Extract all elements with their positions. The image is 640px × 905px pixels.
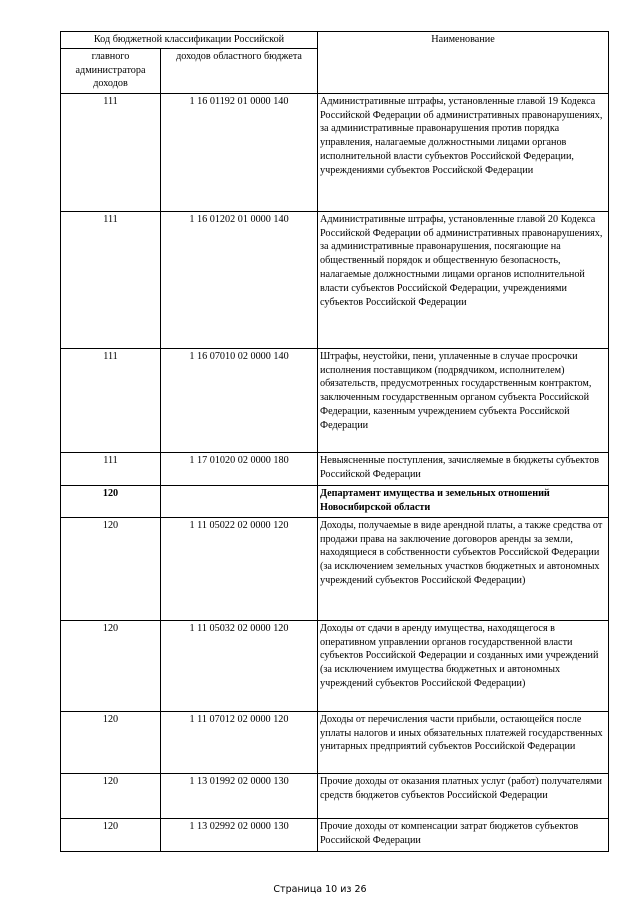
table-row (61, 93, 609, 211)
name-cell: Административные штрафы, установленные главой 19 Кодекса Российской Федерации об административных правонарушениях, за административные правонарушения против порядка управления, налагаемые должностными лицами органов исполнительной власти субъектов Российской Федерации, учреждениями субъектов Российской Федерации (318, 93, 609, 211)
table-row (61, 773, 609, 818)
admin-code-cell: 120 (61, 620, 161, 711)
name-cell: Штрафы, неустойки, пени, уплаченные в случае просрочки исполнения поставщиком (подрядчиком, исполнителем) обязательств, предусмотренных государственным контрактом, заключенным государственным органом субъекта Российской Федерации, казенным учреждением субъекта Российской Федерации (318, 348, 609, 452)
income-code-cell: 1 11 05032 02 0000 120 (161, 620, 318, 711)
table-row (61, 818, 609, 851)
admin-code-cell: 111 (61, 211, 161, 348)
income-code-cell: 1 16 07010 02 0000 140 (161, 348, 318, 452)
admin-code-cell: 120 (61, 485, 161, 517)
header-income-code: доходов областного бюджета (161, 48, 318, 93)
table-row (61, 711, 609, 773)
income-code-cell: 1 16 01202 01 0000 140 (161, 211, 318, 348)
income-code-cell: 1 17 01020 02 0000 180 (161, 452, 318, 485)
section-title-cell: Департамент имущества и земельных отношений Новосибирской области (318, 485, 609, 517)
name-cell: Доходы, получаемые в виде арендной платы, а также средства от продажи права на заключение договоров аренды за земли, находящиеся в собственности субъектов Российской Федерации (за исключением земельных участков бюджетных и автономных учреждений субъектов Российской Федерации) (318, 517, 609, 620)
name-cell: Прочие доходы от оказания платных услуг (работ) получателями средств бюджетов субъектов Российской Федерации (318, 773, 609, 818)
admin-code-cell: 111 (61, 93, 161, 211)
header-name: Наименование (318, 32, 609, 94)
name-cell: Доходы от сдачи в аренду имущества, находящегося в оперативном управлении органов государственной власти субъектов Российской Федерации и созданных ими учреждений (за исключением имущества бюджетных и автономных учреждений субъектов Российской Федерации) (318, 620, 609, 711)
income-code-cell (161, 485, 318, 517)
header-admin-code: главного администратора доходов (61, 48, 161, 93)
table-row (61, 348, 609, 452)
page-number: Страница 10 из 26 (273, 884, 367, 895)
name-cell: Прочие доходы от компенсации затрат бюджетов субъектов Российской Федерации (318, 818, 609, 851)
document-page (60, 31, 608, 852)
admin-code-cell: 111 (61, 452, 161, 485)
admin-code-cell: 111 (61, 348, 161, 452)
budget-classification-table (60, 31, 609, 852)
admin-code-cell: 120 (61, 818, 161, 851)
name-cell: Невыясненные поступления, зачисляемые в бюджеты субъектов Российской Федерации (318, 452, 609, 485)
income-code-cell: 1 13 01992 02 0000 130 (161, 773, 318, 818)
table-row-section (61, 485, 609, 517)
table-row (61, 620, 609, 711)
income-code-cell: 1 16 01192 01 0000 140 (161, 93, 318, 211)
admin-code-cell: 120 (61, 517, 161, 620)
name-cell: Доходы от перечисления части прибыли, остающейся после уплаты налогов и иных обязательных платежей государственных унитарных предприятий субъектов Российской Федерации (318, 711, 609, 773)
admin-code-cell: 120 (61, 711, 161, 773)
table-row (61, 517, 609, 620)
admin-code-cell: 120 (61, 773, 161, 818)
income-code-cell: 1 11 05022 02 0000 120 (161, 517, 318, 620)
table-row (61, 452, 609, 485)
income-code-cell: 1 11 07012 02 0000 120 (161, 711, 318, 773)
name-cell: Административные штрафы, установленные главой 20 Кодекса Российской Федерации об административных правонарушениях, за административные правонарушения, посягающие на общественный порядок и общественную безопасность, налагаемые должностными лицами органов исполнительной власти субъектов Российской Федерации, учреждениями субъектов Российской Федерации (318, 211, 609, 348)
header-group-code: Код бюджетной классификации Российской (61, 32, 318, 49)
table-row (61, 211, 609, 348)
income-code-cell: 1 13 02992 02 0000 130 (161, 818, 318, 851)
